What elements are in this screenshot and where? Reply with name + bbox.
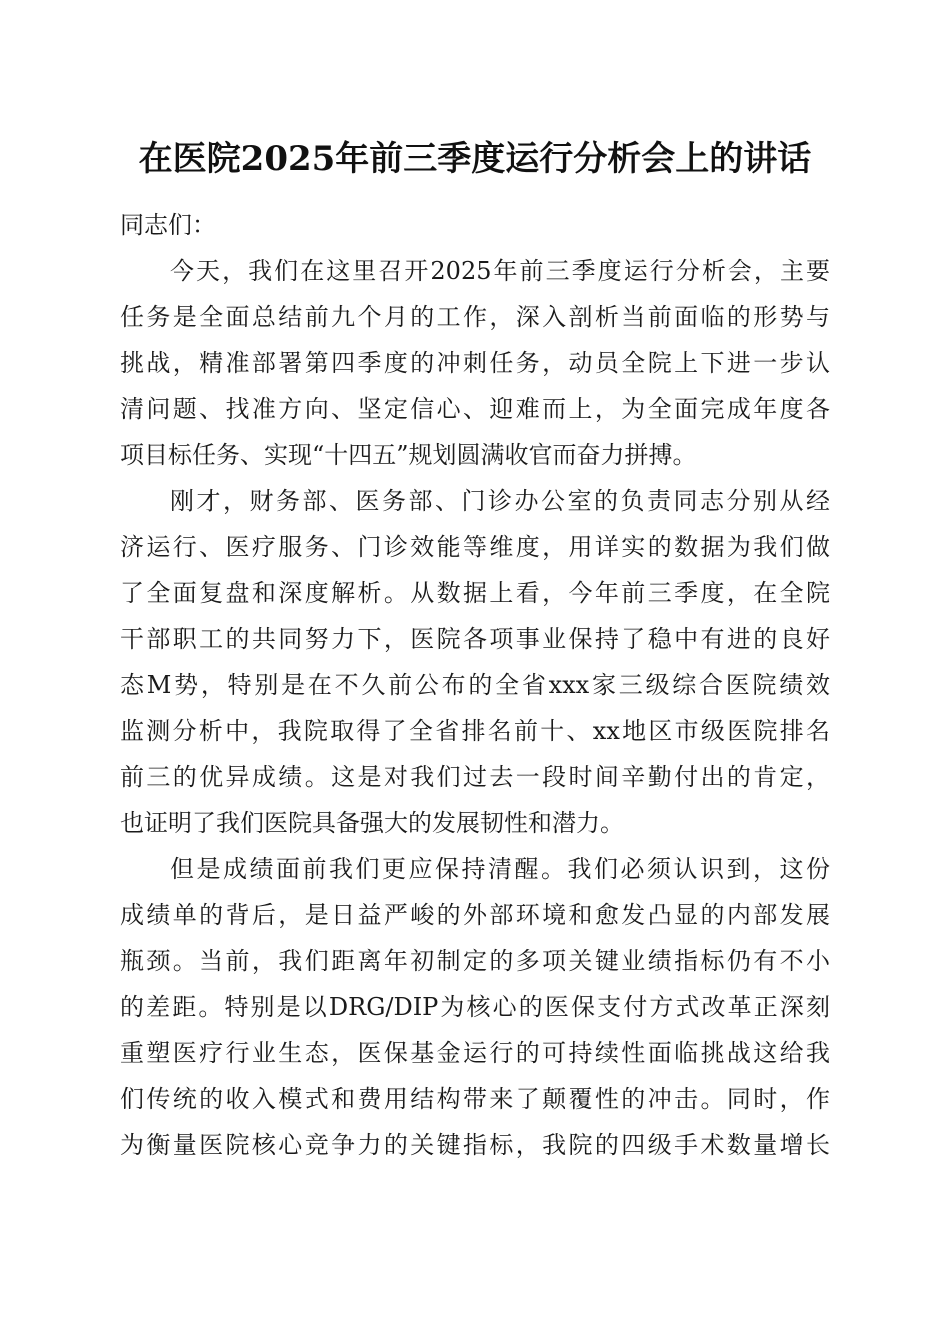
document-title: 在医院2025年前三季度运行分析会上的讲话 xyxy=(138,139,812,179)
paragraph-line: 刚才，财务部、医务部、门诊办公室的负责同志分别从经 xyxy=(170,487,830,515)
paragraph-line: 瓶颈。当前，我们距离年初制定的多项关键业绩指标仍有不小 xyxy=(120,947,830,975)
paragraph-line: 清问题、找准方向、坚定信心、迎难而上，为全面完成年度各 xyxy=(120,395,830,423)
paragraph-line: 重塑医疗行业生态，医保基金运行的可持续性面临挑战这给我 xyxy=(120,1039,830,1067)
paragraph-line: 成绩单的背后，是日益严峻的外部环境和愈发凸显的内部发展 xyxy=(120,901,830,929)
paragraph-line: 了全面复盘和深度解析。从数据上看，今年前三季度，在全院 xyxy=(120,579,830,607)
paragraph-line: 项目标任务、实现“十四五”规划圆满收官而奋力拼搏。 xyxy=(120,441,697,469)
paragraph-line: 为衡量医院核心竞争力的关键指标，我院的四级手术数量增长 xyxy=(120,1131,830,1159)
paragraph-line: 挑战，精准部署第四季度的冲刺任务，动员全院上下进一步认 xyxy=(120,349,830,377)
paragraph-line: 任务是全面总结前九个月的工作，深入剖析当前面临的形势与 xyxy=(120,303,830,331)
document-body xyxy=(120,202,830,1168)
paragraph-line: 干部职工的共同努力下，医院各项事业保持了稳中有进的良好 xyxy=(120,625,830,653)
paragraph-line: 们传统的收入模式和费用结构带来了颠覆性的冲击。同时，作 xyxy=(120,1085,830,1113)
paragraph-2 xyxy=(120,478,830,846)
paragraph-line: 前三的优异成绩。这是对我们过去一段时间辛勤付出的肯定， xyxy=(120,763,830,791)
paragraph-line: 也证明了我们医院具备强大的发展韧性和潜力。 xyxy=(120,809,624,837)
paragraph-line: 的差距。特别是以DRG/DIP为核心的医保支付方式改革正深刻 xyxy=(120,993,830,1021)
paragraph-line: 监测分析中，我院取得了全省排名前十、xx地区市级医院排名 xyxy=(120,717,830,745)
salutation: 同志们： xyxy=(120,211,216,239)
paragraph-line: 济运行、医疗服务、门诊效能等维度，用详实的数据为我们做 xyxy=(120,533,830,561)
paragraph-line: 今天，我们在这里召开2025年前三季度运行分析会，主要 xyxy=(170,257,830,285)
paragraph-1 xyxy=(120,248,830,478)
paragraph-line: 态M势，特别是在不久前公布的全省xxx家三级综合医院绩效 xyxy=(120,671,830,699)
paragraph-3 xyxy=(120,846,830,1168)
paragraph-line: 但是成绩面前我们更应保持清醒。我们必须认识到，这份 xyxy=(170,855,830,883)
